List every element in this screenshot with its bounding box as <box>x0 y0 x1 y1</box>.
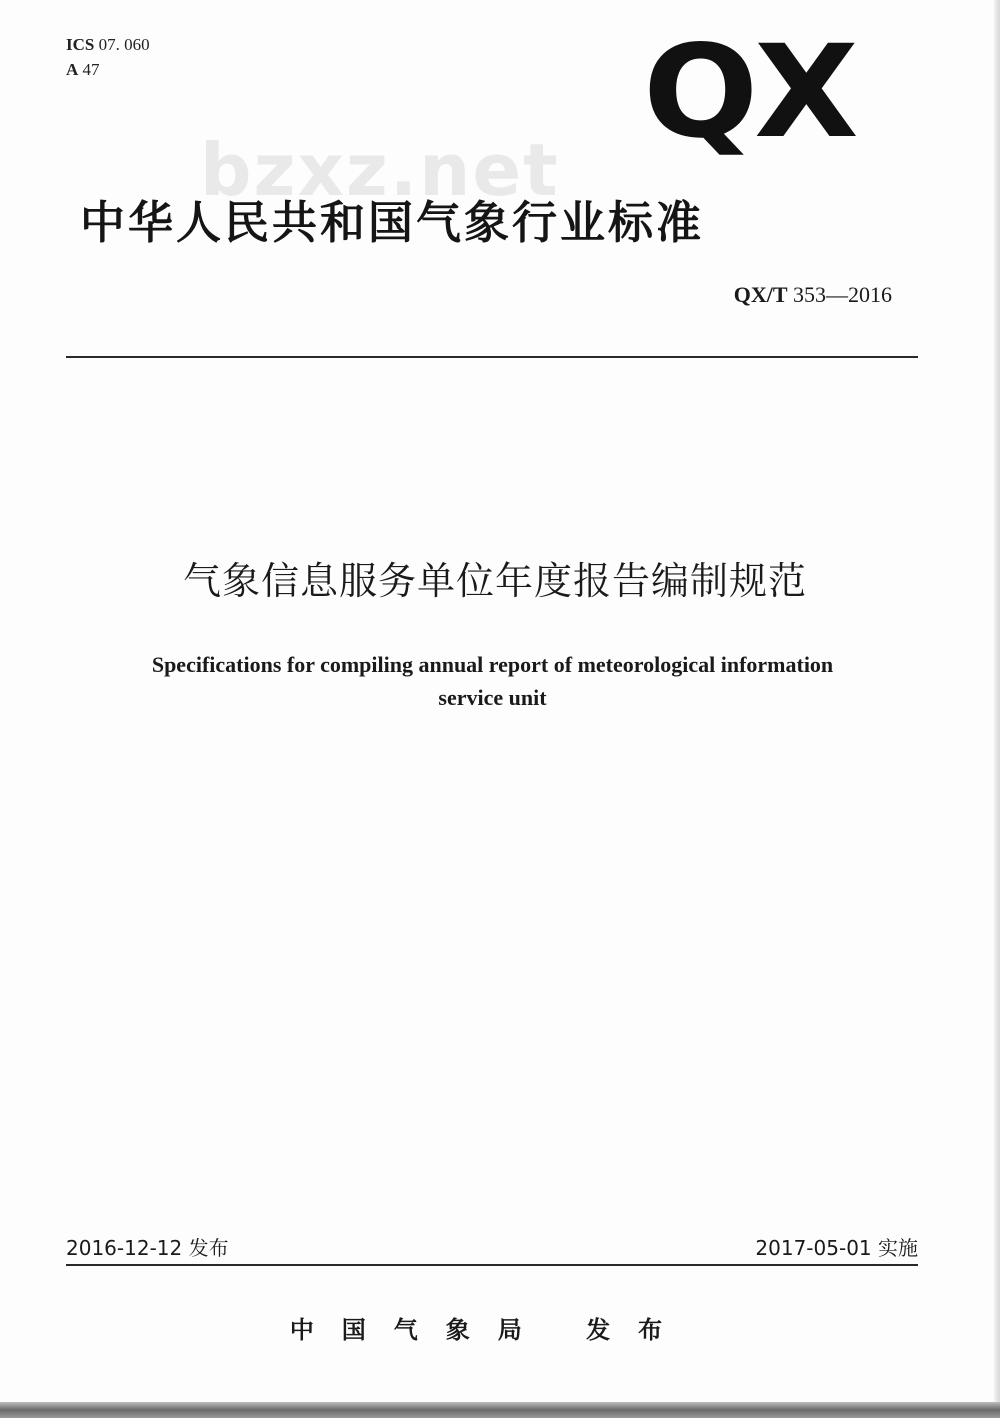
qx-logo: QX <box>643 18 855 167</box>
scan-bottom-edge <box>0 1402 1000 1418</box>
standard-number-value: 353—2016 <box>793 282 892 307</box>
english-title-line-2: service unit <box>438 685 547 710</box>
ics-code: 07. 060 <box>98 35 150 54</box>
document-title-english <box>80 648 905 714</box>
ics-label: ICS <box>66 35 95 54</box>
standard-number <box>734 282 892 308</box>
english-title-line-1: Specifications for compiling annual report of meteorological information <box>151 652 834 677</box>
classification-codes <box>66 32 150 82</box>
page-edge-shadow <box>994 0 1000 1418</box>
document-title-chinese: 气象信息服务单位年度报告编制规范 <box>182 559 807 603</box>
issue-date: 2016-12-12 发布 <box>66 1236 229 1260</box>
standard-number-prefix: QX/T <box>733 282 788 307</box>
standard-category-title: 中华人民共和国气象行业标准 <box>80 196 705 249</box>
ics-line <box>66 32 150 57</box>
ccs-code: 47 <box>82 60 100 79</box>
ccs-line <box>66 57 150 82</box>
bottom-divider <box>66 1264 918 1266</box>
ccs-label: A <box>66 60 79 79</box>
implementation-date: 2017-05-01 实施 <box>755 1236 918 1260</box>
watermark-text: bzxz.net <box>200 128 560 212</box>
publisher-line: 中国气象局 发布 <box>289 1316 691 1344</box>
top-divider <box>66 356 918 358</box>
